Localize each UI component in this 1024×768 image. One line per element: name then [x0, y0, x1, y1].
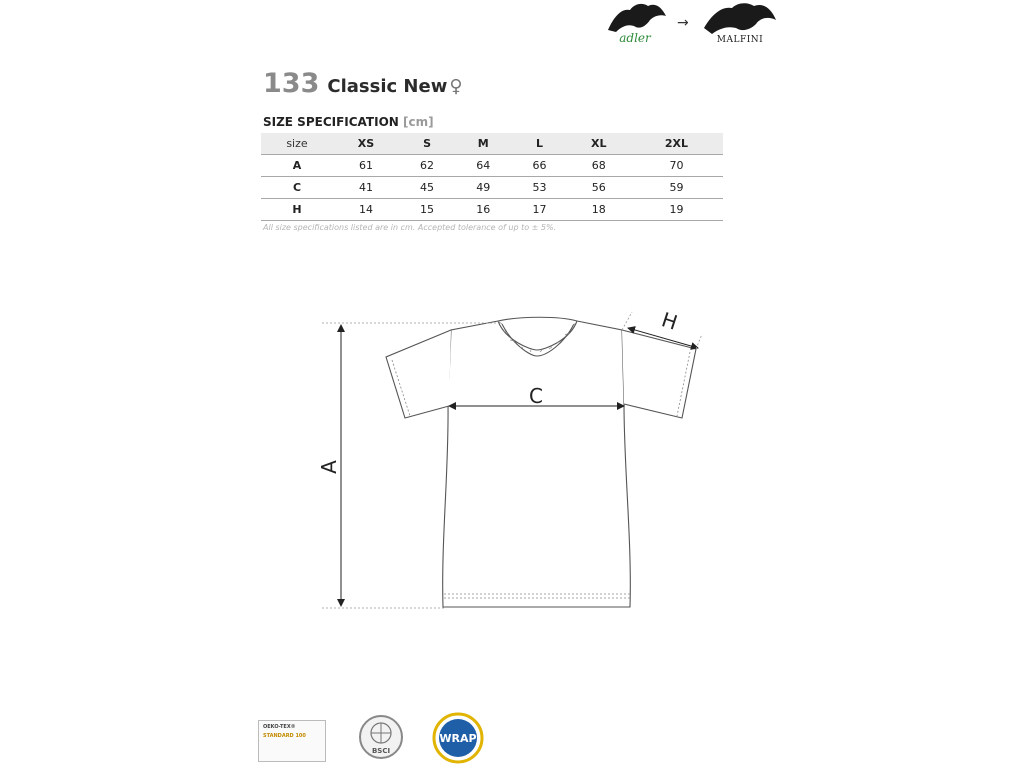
table-cell: 41: [333, 177, 399, 199]
table-cell: 18: [568, 199, 630, 221]
label-length: A: [316, 460, 341, 474]
table-cell: 66: [511, 155, 567, 177]
oeko-tex-badge: [258, 720, 326, 762]
table-row-label: A: [261, 155, 333, 177]
arrow-right-icon: →: [677, 15, 689, 31]
table-header-cell: L: [511, 133, 567, 155]
table-row-label: H: [261, 199, 333, 221]
table-cell: 53: [511, 177, 567, 199]
table-header-cell: XL: [568, 133, 630, 155]
malfini-wordmark: MALFINI: [716, 35, 764, 45]
table-cell: 56: [568, 177, 630, 199]
wrap-badge: [428, 712, 488, 764]
bsci-label: BSCI: [371, 747, 391, 755]
tshirt-outline: [386, 317, 696, 607]
table-row-label: C: [261, 177, 333, 199]
table-cell: 61: [333, 155, 399, 177]
table-cell: 14: [333, 199, 399, 221]
table-header-cell: 2XL: [630, 133, 723, 155]
table-header-cell: S: [399, 133, 455, 155]
oeko-tex-standard: STANDARD 100: [263, 733, 306, 739]
tolerance-note: All size specifications listed are in cm. Accepted tolerance of up to ± 5%.: [263, 223, 557, 232]
table-cell: 17: [511, 199, 567, 221]
table-cell: 45: [399, 177, 455, 199]
table-cell: 70: [630, 155, 723, 177]
product-code: 133: [263, 68, 320, 99]
wrap-label: WRAP: [439, 732, 477, 745]
label-chest: C: [529, 384, 543, 408]
table-cell: 15: [399, 199, 455, 221]
table-cell: 16: [455, 199, 511, 221]
sleeve-guide-left: [622, 312, 632, 330]
spec-unit: [cm]: [403, 115, 434, 129]
table-cell: 64: [455, 155, 511, 177]
table-header-cell: size: [261, 133, 333, 155]
table-cell: 59: [630, 177, 723, 199]
adler-wordmark: adler: [619, 31, 651, 45]
spec-heading-text: SIZE SPECIFICATION: [263, 115, 399, 129]
oeko-tex-title: OEKO-TEX®: [263, 724, 296, 730]
bsci-globe-icon: [358, 714, 404, 760]
label-sleeve: H: [658, 307, 681, 335]
sleeve-guide-right: [696, 334, 702, 349]
table-cell: 19: [630, 199, 723, 221]
wrap-seal-icon: [428, 712, 488, 764]
table-header-cell: XS: [333, 133, 399, 155]
table-cell: 62: [399, 155, 455, 177]
bsci-badge: [358, 714, 404, 760]
product-name: Classic New: [327, 76, 448, 97]
table-header-cell: M: [455, 133, 511, 155]
table-cell: 49: [455, 177, 511, 199]
table-cell: 68: [568, 155, 630, 177]
female-icon: ♀: [449, 76, 463, 97]
